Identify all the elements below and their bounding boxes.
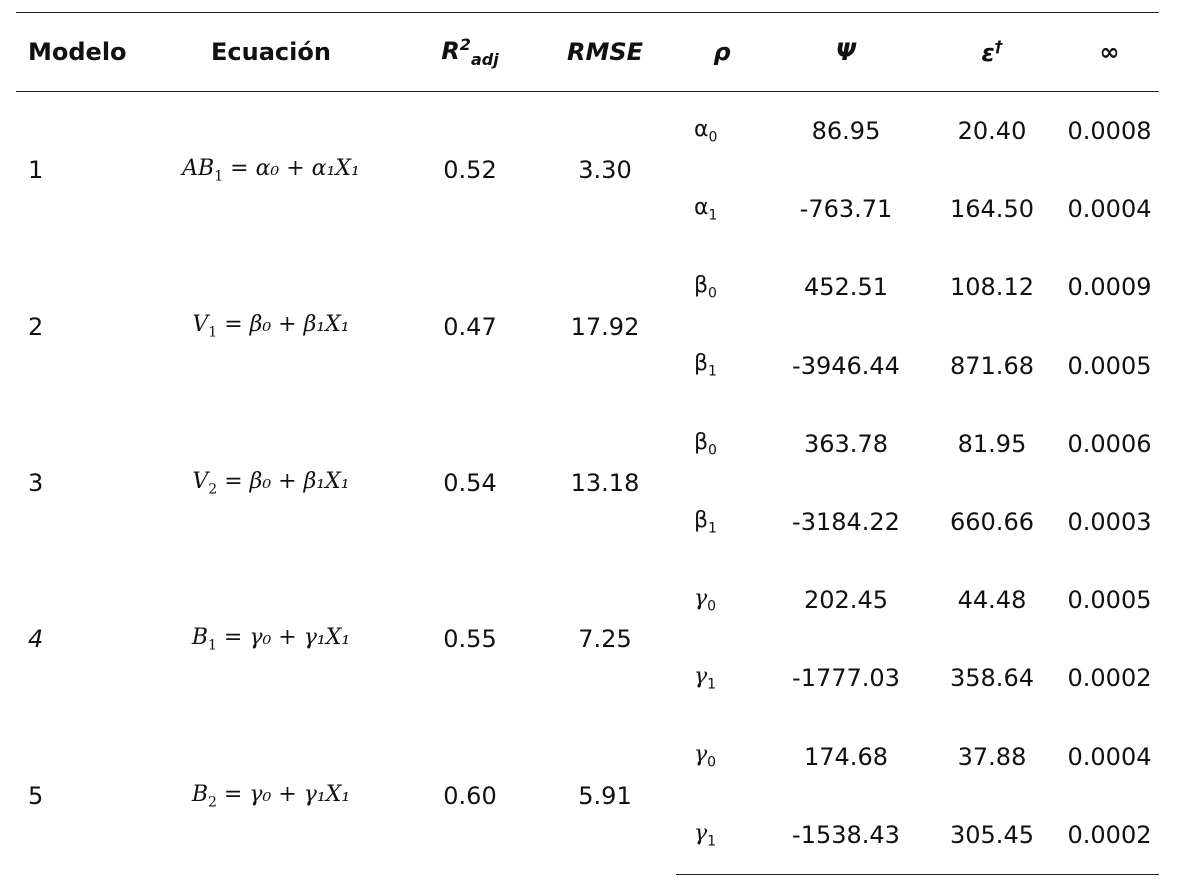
table-row (16, 718, 1159, 796)
parameter-symbol: γ (694, 742, 708, 768)
header-psi: Ψ (768, 13, 924, 92)
table-row (16, 561, 1159, 639)
cell-infinity: 0.0005 (1067, 586, 1152, 615)
cell-equation (136, 561, 406, 717)
parameter-subscript: 1 (708, 207, 718, 224)
cell-rmse: 5.91 (578, 781, 632, 810)
cell-epsilon: 305.45 (924, 796, 1060, 875)
parameter-subscript: 1 (708, 520, 717, 537)
cell-epsilon: 81.95 (957, 429, 1027, 458)
parameter-symbol: γ (694, 820, 708, 846)
equation-rhs: = γ₀ + γ₁X₁ (223, 781, 351, 807)
header-rmse: RMSE (534, 13, 676, 92)
parameter-subscript: 0 (707, 598, 717, 615)
cell-psi: -1777.03 (792, 664, 900, 693)
header-r2-adj (406, 13, 534, 92)
cell-psi: 363.78 (804, 429, 888, 458)
parameter-symbol: α (694, 195, 709, 221)
parameter-subscript: 1 (708, 363, 717, 380)
cell-r2-adj: 0.55 (443, 625, 497, 654)
cell-epsilon: 20.40 (957, 117, 1027, 146)
cell-epsilon: 108.12 (950, 273, 1034, 302)
equation-lhs: AB (182, 155, 215, 181)
parameter-symbol: α (694, 116, 709, 142)
cell-infinity: 0.0009 (1067, 273, 1152, 302)
header-model: Modelo (16, 13, 136, 92)
cell-rmse: 13.18 (570, 468, 640, 497)
cell-parameter (676, 483, 768, 561)
table-row (16, 405, 1159, 483)
cell-rmse: 3.30 (578, 156, 632, 185)
cell-parameter (676, 170, 768, 248)
cell-parameter (676, 796, 768, 875)
parameter-subscript: 1 (707, 676, 717, 693)
equation-lhs: V (192, 312, 209, 338)
parameter-subscript: 0 (707, 754, 717, 771)
table-body (16, 92, 1159, 875)
cell-psi: -1538.43 (768, 796, 924, 875)
equation-lhs-sub: 2 (208, 481, 218, 498)
cell-r2-adj: 0.47 (443, 312, 497, 341)
equation-rhs: = α₀ + α₁X₁ (230, 155, 360, 181)
header-r2-sup: 2 (459, 35, 471, 55)
parameter-symbol: γ (694, 586, 708, 612)
equation-lhs: B (191, 781, 208, 807)
equation-lhs-sub: 1 (214, 168, 224, 185)
cell-epsilon: 660.66 (950, 508, 1034, 537)
cell-parameter (676, 561, 768, 639)
equation-lhs: V (192, 468, 209, 494)
cell-r2-adj: 0.52 (443, 156, 497, 185)
parameter-symbol: β (694, 351, 709, 377)
header-r2-sub: adj (470, 49, 499, 69)
cell-psi: 202.45 (804, 586, 888, 615)
cell-infinity: 0.0002 (1067, 664, 1152, 693)
cell-epsilon: 871.68 (950, 351, 1034, 380)
cell-equation (136, 718, 406, 875)
cell-infinity: 0.0006 (1067, 429, 1152, 458)
regression-table-container (16, 12, 1159, 875)
header-r2-base: R (441, 37, 460, 66)
cell-equation (136, 405, 406, 561)
equation-lhs-sub: 1 (207, 637, 217, 654)
equation-lhs-sub: 2 (207, 794, 217, 811)
cell-psi: -763.71 (799, 195, 893, 224)
parameter-symbol: γ (694, 664, 708, 690)
cell-psi: -3946.44 (792, 351, 900, 380)
cell-rmse: 17.92 (570, 312, 640, 341)
cell-model: 3 (28, 468, 44, 497)
cell-infinity: 0.0008 (1067, 117, 1152, 146)
cell-r2-adj: 0.54 (443, 468, 497, 497)
cell-epsilon: 44.48 (957, 586, 1027, 615)
cell-parameter (676, 327, 768, 405)
cell-psi: -3184.22 (792, 508, 900, 537)
cell-model: 1 (28, 156, 44, 185)
cell-model: 4 (28, 625, 44, 654)
header-epsilon-sup: † (994, 37, 1003, 56)
cell-infinity: 0.0003 (1067, 508, 1152, 537)
cell-psi: 452.51 (804, 273, 888, 302)
header-equation: Ecuación (136, 13, 406, 92)
cell-rmse: 7.25 (578, 625, 632, 654)
cell-equation (136, 92, 406, 249)
parameter-symbol: β (694, 507, 709, 533)
parameter-subscript: 0 (708, 129, 718, 146)
cell-model: 2 (28, 312, 44, 341)
cell-infinity: 0.0005 (1067, 351, 1152, 380)
cell-epsilon: 37.88 (957, 742, 1027, 771)
cell-psi: 86.95 (811, 117, 881, 146)
cell-infinity: 0.0004 (1067, 195, 1152, 224)
equation-rhs: = γ₀ + γ₁X₁ (223, 625, 351, 651)
cell-parameter (676, 639, 768, 717)
header-row (16, 13, 1159, 92)
header-rho: ρ (676, 13, 768, 92)
equation-rhs: = β₀ + β₁X₁ (224, 312, 350, 338)
cell-parameter (676, 718, 768, 796)
header-epsilon (924, 13, 1060, 92)
cell-parameter (676, 405, 768, 483)
cell-epsilon: 358.64 (950, 664, 1034, 693)
cell-parameter (676, 248, 768, 326)
equation-lhs-sub: 1 (208, 324, 218, 341)
table-row (16, 248, 1159, 326)
parameter-symbol: β (694, 429, 709, 455)
cell-model: 5 (28, 781, 44, 810)
cell-parameter (676, 92, 768, 171)
cell-infinity: 0.0004 (1067, 742, 1152, 771)
cell-infinity: 0.0002 (1060, 796, 1159, 875)
table-row (16, 92, 1159, 171)
cell-equation (136, 248, 406, 404)
parameter-symbol: β (694, 273, 709, 299)
header-epsilon-base: ε (981, 39, 995, 67)
equation-lhs: B (191, 625, 208, 651)
equation-rhs: = β₀ + β₁X₁ (224, 468, 350, 494)
parameter-subscript: 0 (708, 442, 717, 459)
header-infinity: ∞ (1060, 13, 1159, 92)
regression-table (16, 13, 1159, 875)
cell-psi: 174.68 (804, 742, 888, 771)
parameter-subscript: 1 (707, 832, 717, 849)
cell-r2-adj: 0.60 (443, 781, 497, 810)
parameter-subscript: 0 (708, 285, 717, 302)
cell-epsilon: 164.50 (950, 195, 1034, 224)
